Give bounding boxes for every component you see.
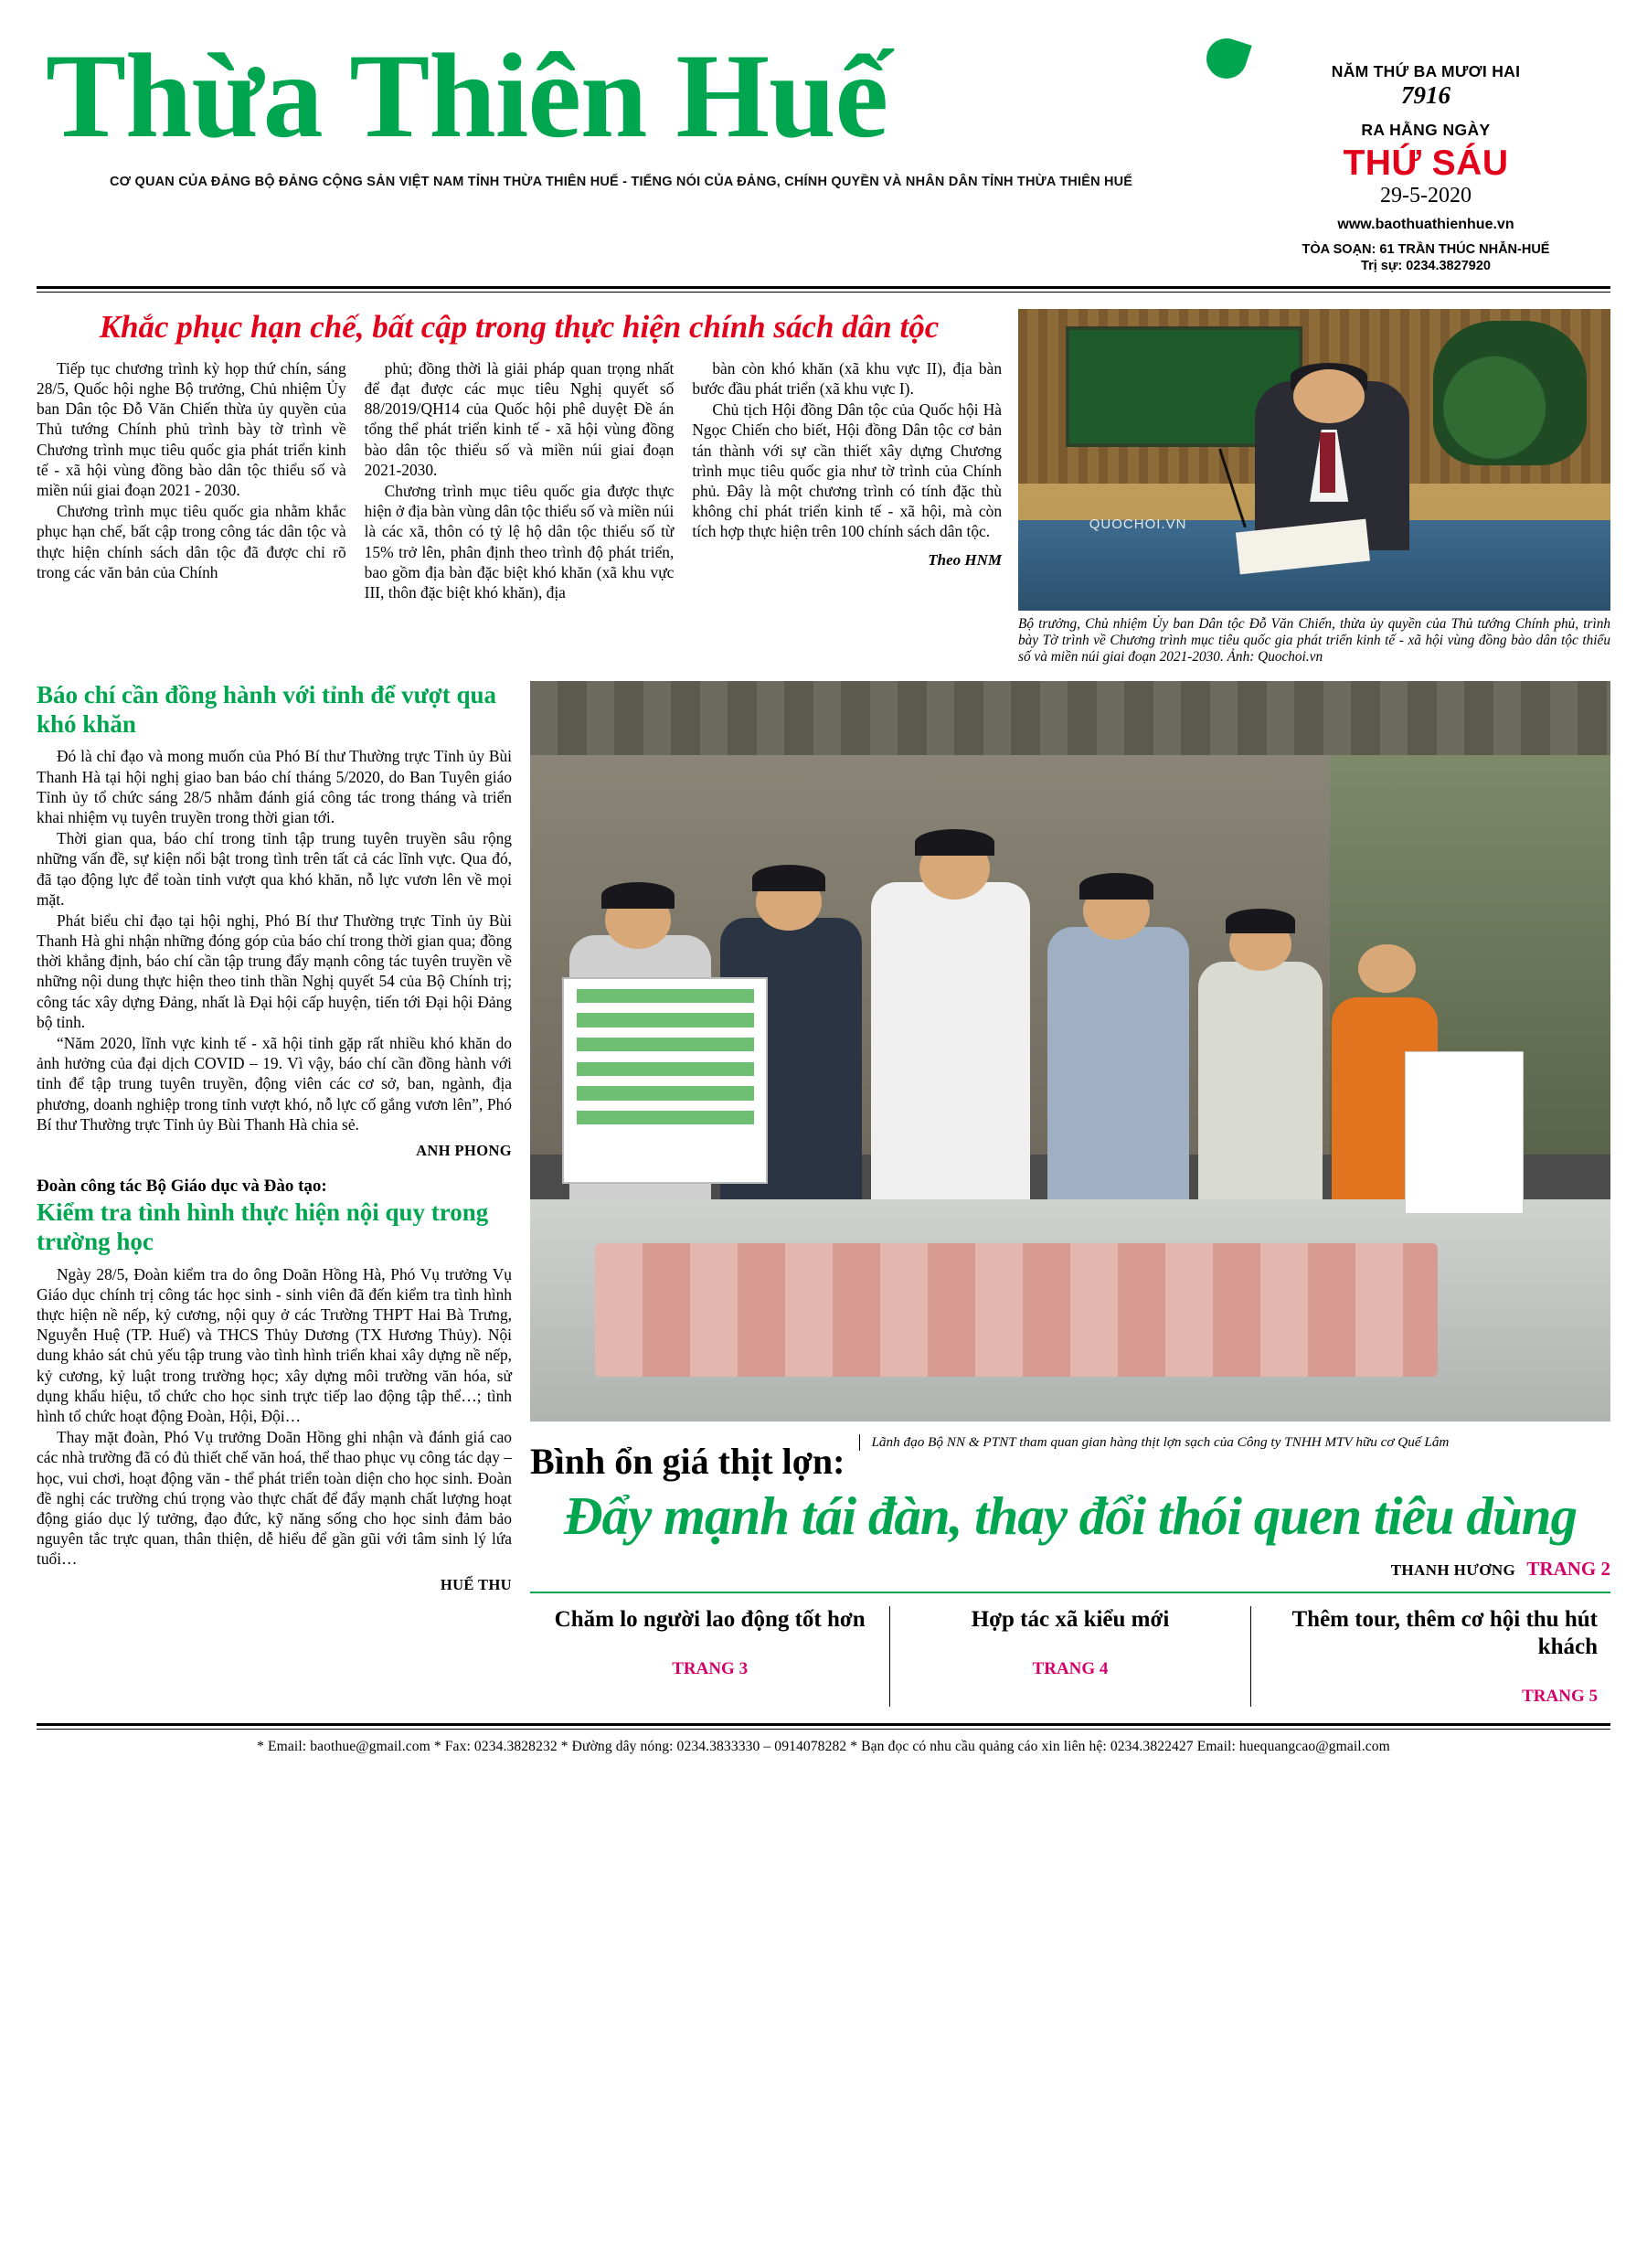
issue-year: NĂM THỨ BA MƯƠI HAI	[1331, 62, 1521, 80]
divider-green	[530, 1592, 1610, 1593]
photo-info-sign	[1405, 1051, 1524, 1214]
office-phone: Trị sự: 0234.3827920	[1361, 258, 1491, 273]
feature-title[interactable]: Bình ổn giá thịt lợn:	[530, 1440, 845, 1482]
teaser-page[interactable]: TRANG 3	[672, 1658, 749, 1678]
price-row	[577, 1062, 754, 1077]
masthead-subtitle: CƠ QUAN CỦA ĐẢNG BỘ ĐẢNG CỘNG SẢN VIỆT NAM TỈNH THỪA THIÊN HUẾ - TIẾNG NÓI CỦA ĐẢNG, CHÍNH QUYỀN VÀ NHÂN DÂN TỈNH THỪA THIÊN HUẾ	[110, 174, 1133, 189]
photo-speaker-tie	[1320, 432, 1335, 493]
story3-kicker: Đoàn công tác Bộ Giáo dục và Đào tạo:	[37, 1176, 327, 1196]
paragraph: Chương trình mục tiêu quốc gia được thực hiện ở địa bàn vùng dân tộc thiểu số và miền núi là các xã, thôn có tỷ lệ hộ dân tộc thiểu số từ 15% trở lên, phân định theo trình độ phát triển, bao gồm địa bàn đặc biệt khó khăn (xã khu vực III, thôn đặc biệt khó khăn), địa	[364, 482, 675, 602]
divider-top-thick	[37, 286, 1610, 289]
paragraph: Chương trình mục tiêu quốc gia nhằm khắc phục hạn chế, bất cập trong công tác dân tộc và thực hiện chính sách dân tộc đã được chỉ rõ trong các văn bản của Chính	[37, 502, 346, 581]
teaser-title[interactable]: Hợp tác xã kiểu mới	[971, 1606, 1170, 1632]
paragraph: bàn còn khó khăn (xã khu vực II), địa bàn bước đầu phát triển (xã khu vực I).	[692, 358, 1003, 399]
plant-icon	[1433, 321, 1587, 465]
masthead-left	[37, 26, 1234, 189]
paragraph: Ngày 28/5, Đoàn kiểm tra do ông Doãn Hồng Hà, Phó Vụ trưởng Vụ Giáo dục chính trị công tác học sinh - sinh viên đã đến kiểm tra tình hình thực hiện nề nếp, kỷ cương, nội quy ở các Trường THPT Hai Bà Trưng, Nguyễn Huệ (TP. Huế) và THCS Thủy Dương (TX Hương Thủy). Nội dung khảo sát chủ yếu tập trung vào tình hình triển khai xây dựng nề nếp, kỷ cương, kỷ luật trong trường học; xây dựng môi trường văn hóa, sử dụng khẩu hiệu, tổ chức cho học sinh trực tiếp lao động tập thể…; tình hình tổ chức hoạt động Đoàn, Hội, Đội…	[37, 1264, 512, 1425]
feature-column	[530, 681, 1610, 1707]
top-story-col-1	[37, 358, 346, 602]
photo-watermark: QUOCHOI.VN	[1089, 516, 1187, 532]
top-story-headline[interactable]: Khắc phục hạn chế, bất cập trong thực hiện chính sách dân tộc	[99, 308, 940, 345]
footer-contact: * Email: baothue@gmail.com * Fax: 0234.3828232 * Đường dây nóng: 0234.3833330 – 0914078282 * Bạn đọc có nhu cầu quảng cáo xin liên hệ: 0234.3822427 Email: huequangcao@gmail.com	[257, 1738, 1390, 1754]
person-hair	[752, 865, 825, 891]
photo-national-assembly	[1018, 309, 1610, 611]
left-column	[37, 681, 512, 1707]
feature-byline-row	[530, 1558, 1610, 1581]
price-row	[577, 1111, 754, 1125]
paragraph: “Năm 2020, lĩnh vực kinh tế - xã hội tỉnh gặp rất nhiều khó khăn do ảnh hưởng của đại dịch COVID – 19. Vì vậy, báo chí cần đồng hành với tỉnh để tập trung tuyên truyền, động viên các cơ sở, ban, ngành, địa phương, doanh nghiệp trong tỉnh vượt khó, nỗ lực cố gắng vươn lên”, Phó Bí thư Thường trực Tỉnh ủy Bùi Thanh Hà chia sẻ.	[37, 1034, 512, 1134]
teaser-title[interactable]: Chăm lo người lao động tốt hơn	[554, 1606, 866, 1632]
top-story-col-3	[692, 358, 1002, 602]
top-story-col-2	[365, 358, 675, 602]
price-row	[577, 1038, 754, 1052]
person-hair	[1226, 909, 1295, 933]
paragraph: Tiếp tục chương trình kỳ họp thứ chín, sáng 28/5, Quốc hội nghe Bộ trưởng, Chủ nhiệm Ủy ban Dân tộc Đỗ Văn Chiến thừa ủy quyền của Thủ tướng Chính phủ trình bày tờ trình về Chương trình mục tiêu quốc gia phát triển kinh tế - xã hội vùng đồng bào dân tộc thiểu số và miền núi giai đoạn 2021 - 2030.	[37, 358, 346, 499]
feature-title-row	[530, 1434, 1610, 1483]
feature-byline: THANH HƯƠNG	[1390, 1560, 1516, 1579]
photo-pork-market-visit	[530, 681, 1610, 1421]
price-row	[577, 989, 754, 1004]
paragraph: phủ; đồng thời là giải pháp quan trọng nhất để đạt được các mục tiêu Nghị quyết số 88/2019/QH14 của Quốc hội phê duyệt Đề án tổng thể phát triển kinh tế - xã hội vùng đồng bào dân tộc thiểu số và miền núi giai đoạn 2021-2030.	[364, 358, 675, 479]
issue-number: 7916	[1401, 81, 1450, 109]
masthead	[37, 26, 1610, 273]
teaser-item-3[interactable]	[1250, 1606, 1610, 1707]
story3-headline[interactable]: Kiểm tra tình hình thực hiện nội quy trong trường học	[37, 1198, 489, 1255]
person	[1198, 962, 1323, 1229]
publication-date: 29-5-2020	[1380, 183, 1472, 208]
photo-pork-products	[595, 1243, 1438, 1377]
person-hair	[601, 882, 675, 909]
teaser-list	[530, 1606, 1610, 1707]
price-row	[577, 1013, 754, 1028]
top-story-columns	[37, 358, 1002, 602]
paragraph: Phát biểu chỉ đạo tại hội nghị, Phó Bí thư Thường trực Tỉnh ủy Bùi Thanh Hà ghi nhận những đóng góp của báo chí trong thời gian qua; đồng thời khẳng định, báo chí cần tập trung đẩy mạnh công tác tuyên truyền về những nội dung thực hiện theo tinh thần Nghị quyết 54 của Bộ Chính trị; công tác xây dựng Đảng, nhất là Đại hội cấp huyện, tiến tới Đại hội Đảng bộ tỉnh.	[37, 910, 512, 1031]
photo-speaker-head	[1293, 369, 1365, 423]
price-row	[577, 1086, 754, 1101]
page-title: Thừa Thiên Huế	[46, 28, 888, 163]
feature-headline[interactable]: Đẩy mạnh tái đàn, thay đổi thói quen tiêu dùng	[563, 1485, 1577, 1546]
middle-section	[37, 681, 1610, 1707]
divider-top-thin	[37, 292, 1610, 293]
website-url[interactable]: www.baothuathienhue.vn	[1337, 216, 1514, 232]
story2-headline[interactable]: Báo chí cần đồng hành với tỉnh để vượt qua khó khăn	[37, 680, 496, 738]
weekday-label: THỨ SÁU	[1343, 143, 1509, 183]
paragraph: Thay mặt đoàn, Phó Vụ trưởng Doãn Hồng ghi nhận và đánh giá cao các nhà trường đã có đủ thiết chế văn hoá, thể thao phục vụ công tác dạy – học, vui chơi, hoạt động văn - thể phát triển toàn diện cho học sinh. Đoàn đề nghị các trường chú trọng vào thực chất để đẩy mạnh chất lượng hoạt động giáo dục lý tưởng, đạo đức, kỹ năng sống cho học sinh đảm bảo nguyên tắc trực quan, thân thiện, dễ hiểu để gần gũi với tâm sinh lý lứa tuổi…	[37, 1428, 512, 1569]
teaser-item-2[interactable]	[889, 1606, 1249, 1707]
photo-price-board	[562, 977, 768, 1185]
top-story-source: Theo HNM	[928, 550, 1003, 569]
person-hair	[1079, 873, 1153, 900]
teaser-page[interactable]: TRANG 5	[1522, 1686, 1598, 1706]
story3-byline: HUẾ THU	[440, 1576, 512, 1594]
office-address: TÒA SOẠN: 61 TRẦN THÚC NHẪN-HUẾ	[1302, 241, 1550, 257]
teaser-item-1[interactable]	[530, 1606, 889, 1707]
feature-photo-caption: Lãnh đạo Bộ NN & PTNT tham quan gian hàng thịt lợn sạch của Công ty TNHH MTV hữu cơ Quế Lâm	[859, 1434, 1449, 1452]
teaser-title[interactable]: Thêm tour, thêm cơ hội thu hút khách	[1291, 1606, 1598, 1659]
story2-byline: ANH PHONG	[416, 1141, 512, 1159]
paragraph: Chủ tịch Hội đồng Dân tộc của Quốc hội Hà Ngọc Chiến cho biết, Hội đồng Dân tộc cơ bản tán thành với sự cần thiết xây dựng Chương trình mục tiêu quốc gia như tờ trình của Chính phủ. Đây là một chương trình có tính đặc thù không chỉ phát triển kinh tế - xã hội, mà còn tích hợp thực hiện trên 100 chính sách dân tộc.	[692, 400, 1003, 541]
paragraph: Thời gian qua, báo chí trong tỉnh tập trung tuyên truyền sâu rộng những vấn đề, sự kiện nổi bật trong tình trên tất cả các lĩnh vực. Qua đó, đã tạo động lực để toàn tỉnh vượt qua khó khăn, nỗ lực vươn lên về mọi mặt.	[37, 829, 512, 909]
paragraph: Đó là chỉ đạo và mong muốn của Phó Bí thư Thường trực Tỉnh ủy Bùi Thanh Hà tại hội nghị giao ban báo chí tháng 5/2020, do Ban Tuyên giáo Tỉnh ủy tổ chức sáng 28/5 nhằm đánh giá công tác trong tháng và triển khai nhiệm vụ tuyên truyền trong thời gian tới.	[37, 747, 512, 826]
top-story	[37, 309, 1610, 666]
publication-frequency: RA HẰNG NGÀY	[1361, 120, 1491, 139]
person	[1047, 927, 1189, 1229]
photo-caption: Bộ trưởng, Chủ nhiệm Ủy ban Dân tộc Đỗ Văn Chiến, thừa ủy quyền của Thủ tướng Chính phủ, trình bày Tờ trình về Chương trình mục tiêu quốc gia phát triển kinh tế - xã hội vùng đồng bào dân tộc thiểu số và miền núi giai đoạn 2021-2030. Ảnh: Quochoi.vn	[1018, 615, 1610, 665]
top-story-photo-block	[1018, 309, 1610, 666]
top-story-text	[37, 309, 1002, 666]
person-hair	[915, 829, 994, 856]
divider-footer-thick	[37, 1723, 1610, 1726]
feature-page-ref[interactable]: TRANG 2	[1526, 1557, 1610, 1580]
masthead-info	[1234, 26, 1618, 273]
person-head	[1358, 944, 1416, 993]
person	[871, 882, 1030, 1229]
teaser-page[interactable]: TRANG 4	[1032, 1658, 1109, 1678]
